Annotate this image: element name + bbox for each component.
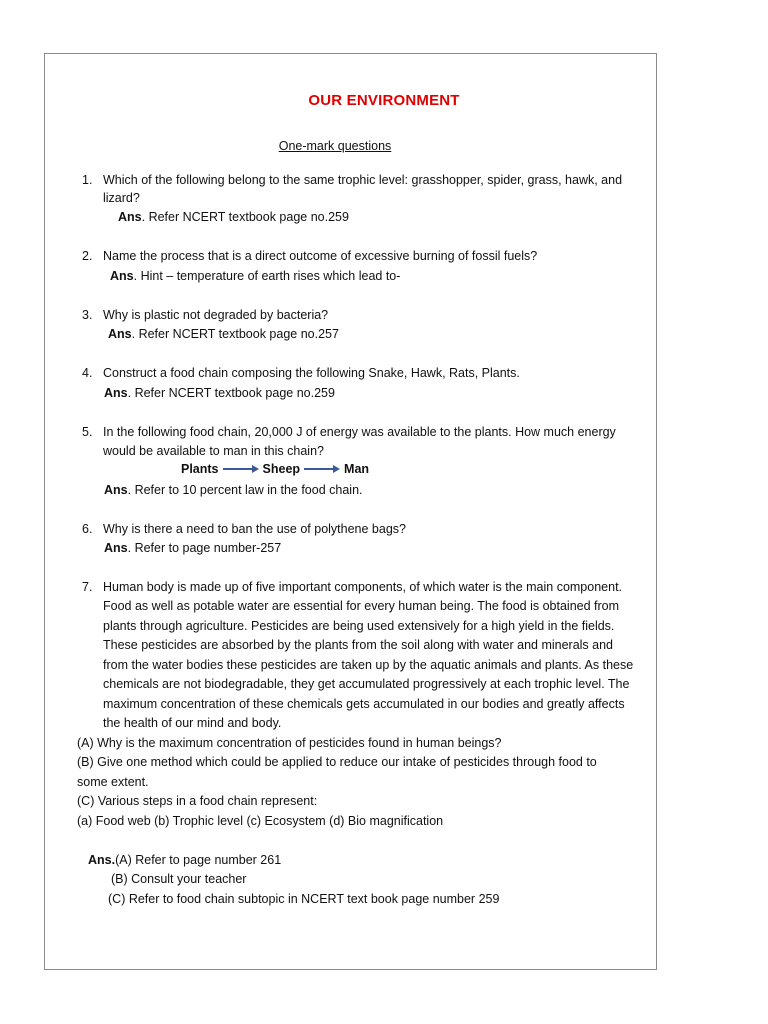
answer-label: Ans (110, 269, 134, 283)
question-text: Food as well as potable water are essential for every human being. The food is obtained from (103, 599, 620, 613)
chain-node-man: Man (344, 462, 370, 476)
answer-text: . Refer NCERT textbook page no.257 (131, 327, 339, 341)
answer-label: Ans (104, 386, 128, 400)
sub-question: (C) Various steps in a food chain represent: (77, 794, 318, 808)
question-text: These pesticides are absorbed by the plants from the soil along with water and minerals and (103, 638, 614, 652)
final-answer-line (88, 852, 281, 868)
question-text: from the water bodies these pesticides are taken up by the aquatic animals and plants. As these (103, 658, 634, 672)
answer-label: Ans (104, 541, 128, 555)
question-number: 6. (82, 522, 93, 536)
chain-node-sheep: Sheep (262, 462, 301, 476)
answer-line (118, 209, 349, 225)
question-text: maximum concentration of these chemicals gets accumulated in our bodies and greatly affects (103, 697, 625, 711)
answer-line (104, 482, 363, 498)
answer-label: Ans (104, 483, 128, 497)
question-text: chemicals are not biodegradable, they get accumulated progressively at each trophic level. The (103, 677, 630, 691)
question-number: 5. (82, 425, 93, 439)
question-text: Name the process that is a direct outcome of excessive burning of fossil fuels? (103, 249, 538, 263)
answer-line (110, 268, 400, 284)
answer-label: Ans (118, 210, 142, 224)
question-number: 3. (82, 308, 93, 322)
question-number: 1. (82, 173, 93, 187)
sub-question: (A) Why is the maximum concentration of pesticides found in human beings? (77, 736, 502, 750)
question-text: the health of our mind and body. (103, 716, 282, 730)
chain-node-plants: Plants (181, 462, 219, 476)
question-text: Why is plastic not degraded by bacteria? (103, 308, 329, 322)
question-number: 2. (82, 249, 93, 263)
question-text: would be available to man in this chain? (103, 444, 324, 458)
question-text: plants through agriculture. Pesticides are being used extensively for a high yield in the fields. (103, 619, 615, 633)
arrow-right-icon (222, 464, 260, 474)
food-chain (181, 462, 369, 476)
answer-text: . Refer to 10 percent law in the food chain. (127, 483, 363, 497)
question-text: Why is there a need to ban the use of polythene bags? (103, 522, 406, 536)
sub-question: (B) Give one method which could be applied to reduce our intake of pesticides through food to (77, 755, 597, 769)
answer-text: . Refer NCERT textbook page no.259 (141, 210, 349, 224)
sub-question: some extent. (77, 775, 149, 789)
sub-question: (a) Food web (b) Trophic level (c) Ecosystem (d) Bio magnification (77, 814, 444, 828)
question-text: Construct a food chain composing the following Snake, Hawk, Rats, Plants. (103, 366, 520, 380)
question-text: lizard? (103, 191, 140, 205)
answer-line (104, 385, 335, 401)
answer-text: . Refer to page number-257 (127, 541, 282, 555)
answer-text: . Hint – temperature of earth rises which lead to- (133, 269, 401, 283)
question-text: In the following food chain, 20,000 J of energy was available to the plants. How much energy (103, 425, 616, 439)
answer-line (108, 326, 339, 342)
answer-line (104, 540, 281, 556)
answer-label: Ans (108, 327, 132, 341)
final-answer-line: (C) Refer to food chain subtopic in NCERT text book page number 259 (108, 892, 500, 906)
question-number: 7. (82, 580, 93, 594)
final-answer-line: (B) Consult your teacher (111, 872, 247, 886)
answer-text: (A) Refer to page number 261 (115, 853, 282, 867)
arrow-right-icon (303, 464, 341, 474)
answer-label: Ans. (88, 853, 116, 867)
page-title: OUR ENVIRONMENT (308, 92, 460, 109)
question-number: 4. (82, 366, 93, 380)
question-text: Human body is made up of five important components, of which water is the main component. (103, 580, 623, 594)
question-text: Which of the following belong to the same trophic level: grasshopper, spider, grass, hawk, and (103, 173, 623, 187)
answer-text: . Refer NCERT textbook page no.259 (127, 386, 335, 400)
section-subtitle: One-mark questions (278, 139, 392, 153)
